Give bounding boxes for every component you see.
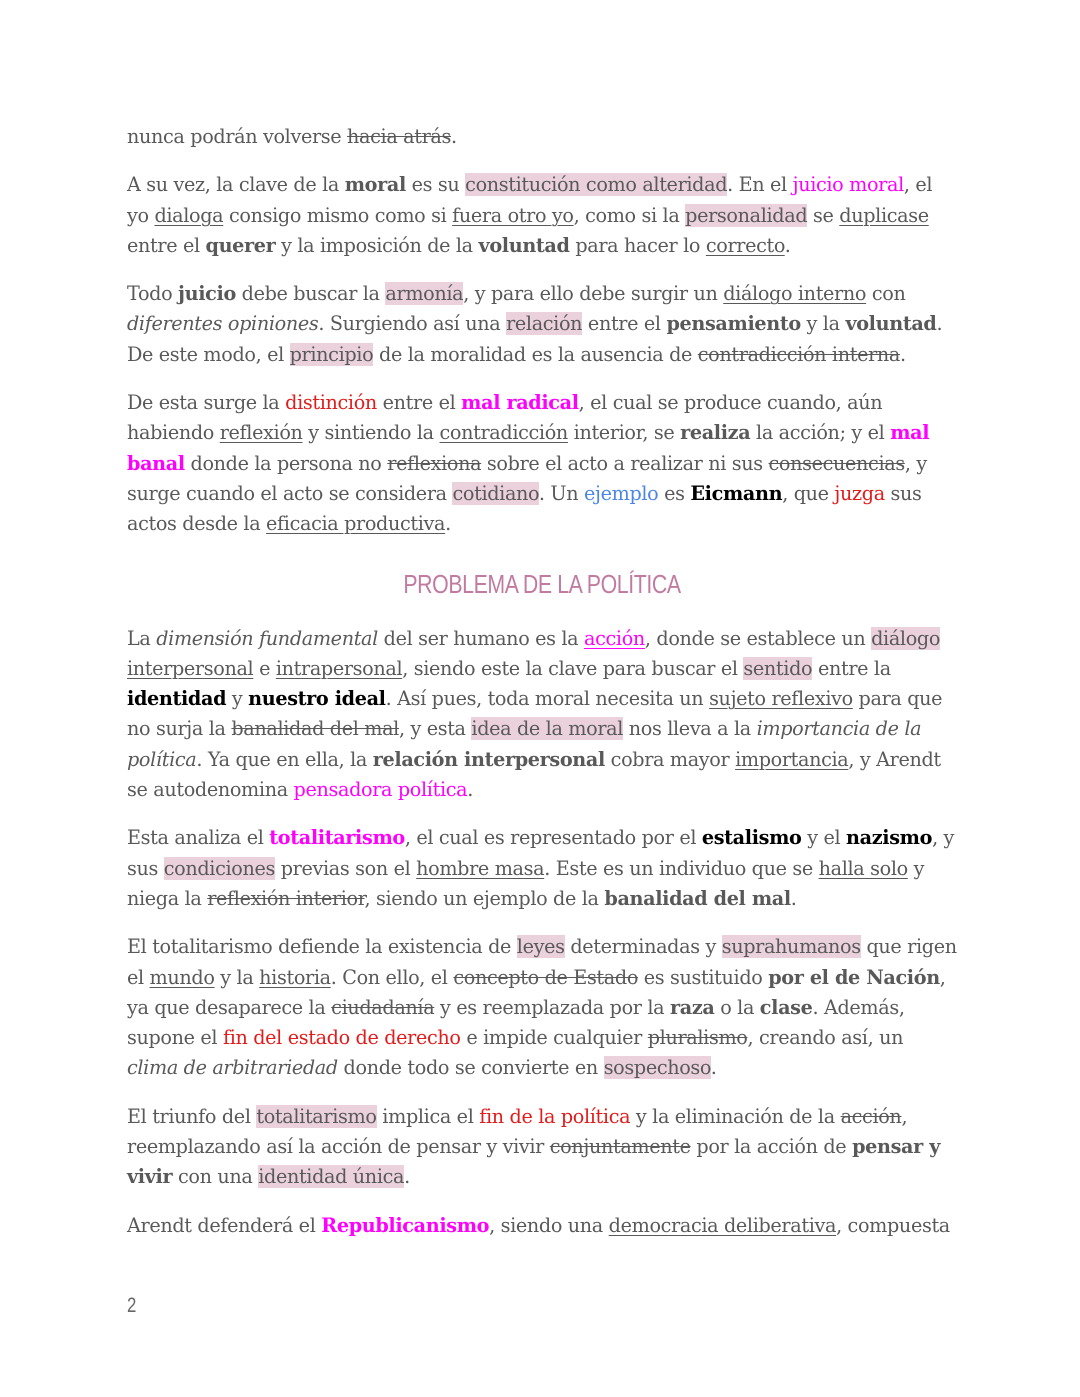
section-heading: PROBLEMA DE LA POLÍTICA bbox=[403, 568, 681, 599]
text-run: El triunfo del bbox=[127, 1104, 257, 1128]
highlight-text: sospechoso bbox=[603, 1056, 711, 1080]
text-run: con bbox=[866, 282, 906, 306]
text-run: y la bbox=[214, 965, 260, 989]
underline-text: historia bbox=[259, 965, 331, 989]
page-number: 2 bbox=[127, 1294, 137, 1317]
magenta-bold-text: totalitarismo bbox=[269, 826, 405, 850]
highlight-text: suprahumanos bbox=[721, 935, 861, 959]
strike-text: banalidad del mal bbox=[231, 717, 399, 741]
strike-text: conjuntamente bbox=[549, 1135, 691, 1159]
highlight-text: identidad única bbox=[258, 1165, 405, 1189]
text-run: nos lleva a la bbox=[623, 717, 757, 741]
text-run: con una bbox=[172, 1165, 259, 1189]
bold-text: voluntad bbox=[478, 233, 570, 257]
strike-text: reflexión interior bbox=[207, 886, 365, 910]
red-text: juzga bbox=[834, 481, 885, 505]
text-run: sobre el acto a realizar ni sus bbox=[481, 451, 769, 475]
underline-text: intrapersonal bbox=[275, 656, 403, 680]
text-run: . bbox=[467, 778, 473, 802]
text-run: , y para ello debe surgir un bbox=[463, 282, 724, 306]
text-run: , siendo este la clave para buscar el bbox=[402, 656, 744, 680]
text-run: , y esta bbox=[398, 717, 472, 741]
text-run: nunca podrán volverse bbox=[127, 125, 348, 148]
italic-text: importancia de la política bbox=[127, 717, 922, 771]
text-run: determinadas y bbox=[564, 935, 722, 959]
text-run: entre el bbox=[376, 391, 462, 415]
text-run: . En el bbox=[727, 173, 793, 197]
text-run: cobra mayor bbox=[604, 747, 736, 771]
red-text: distinción bbox=[285, 391, 377, 415]
italic-text: dimensión fundamental bbox=[156, 626, 378, 650]
text-run: , y Arendt se autodenomina bbox=[127, 747, 941, 802]
magenta-bold-text: mal banal bbox=[127, 421, 930, 475]
strike-text: acción bbox=[840, 1104, 902, 1128]
text-run: del ser humano es la bbox=[377, 626, 585, 650]
strike-text: reflexiona bbox=[387, 451, 482, 475]
text-run: consigo mismo como si bbox=[223, 203, 453, 227]
highlight-text: idea de la moral bbox=[471, 717, 624, 741]
strike-text: pluralismo bbox=[647, 1026, 748, 1050]
strike-text: hacia atrás bbox=[347, 125, 452, 148]
text-run: , compuesta bbox=[836, 1213, 950, 1237]
text-run: . bbox=[404, 1165, 410, 1189]
text-run: , siendo un ejemplo de la bbox=[364, 886, 605, 910]
text-run: . bbox=[900, 342, 906, 366]
underline-text: democracia deliberativa bbox=[608, 1213, 837, 1237]
text-run: . De este modo, el bbox=[127, 312, 943, 366]
underline-text: fuera otro yo bbox=[452, 203, 574, 227]
paragraph bbox=[127, 279, 957, 370]
magenta-text: pensadora política bbox=[293, 778, 468, 802]
text-run: es su bbox=[405, 173, 466, 197]
text-run: y niega la bbox=[127, 856, 925, 910]
black-bold-text: estalismo bbox=[701, 826, 802, 850]
bold-text: voluntad bbox=[845, 312, 937, 336]
black-bold-text: nuestro ideal bbox=[248, 687, 386, 711]
bold-text: realiza bbox=[680, 421, 751, 445]
text-run: e impide cualquier bbox=[460, 1026, 648, 1050]
underline-text: duplicase bbox=[839, 203, 929, 227]
underline-text: eficacia productiva bbox=[266, 512, 446, 536]
bold-text: banalidad del mal bbox=[604, 886, 791, 910]
strike-text: consecuencias bbox=[768, 451, 905, 475]
text-run: es bbox=[658, 481, 691, 505]
text-run: , creando así, un bbox=[747, 1026, 904, 1050]
text-run: . Un bbox=[538, 481, 584, 505]
text-run: entre la bbox=[812, 656, 891, 680]
section-moral bbox=[127, 122, 957, 540]
text-run: y la imposición de la bbox=[275, 233, 479, 257]
highlight-text: principio bbox=[289, 342, 374, 366]
text-run: . Este es un individuo que se bbox=[544, 856, 819, 880]
paragraph bbox=[127, 932, 957, 1083]
paragraph bbox=[127, 624, 957, 806]
text-run: . bbox=[784, 233, 791, 257]
italic-text: clima de arbitrariedad bbox=[127, 1056, 338, 1080]
underline-text: reflexión bbox=[219, 421, 303, 445]
text-run: y la bbox=[800, 312, 846, 336]
section-politica bbox=[127, 624, 957, 1241]
paragraph bbox=[127, 1211, 957, 1241]
text-run: , y surge cuando el acto se considera bbox=[127, 451, 927, 505]
paragraph bbox=[127, 122, 957, 152]
highlight-text: totalitarismo bbox=[256, 1104, 377, 1128]
text-run: . Además, supone el bbox=[127, 995, 905, 1050]
text-run: La bbox=[127, 626, 157, 650]
underline-text: sujeto reflexivo bbox=[709, 687, 853, 711]
text-run: e bbox=[253, 656, 276, 680]
text-run: , reemplazando así la acción de pensar y vivir bbox=[127, 1104, 908, 1159]
paragraph bbox=[127, 823, 957, 914]
highlight-text: sentido bbox=[743, 656, 813, 680]
black-bold-text: Eicmann bbox=[690, 481, 783, 505]
text-run: sus actos desde la bbox=[127, 481, 922, 536]
bold-text: por el de Nación bbox=[768, 965, 940, 989]
text-run: es sustituido bbox=[638, 965, 769, 989]
text-run: se bbox=[807, 203, 840, 227]
highlight-text: leyes bbox=[516, 935, 565, 959]
text-run: . Con ello, el bbox=[330, 965, 454, 989]
text-run: donde todo se convierte en bbox=[337, 1056, 604, 1080]
text-run: . Así pues, toda moral necesita un bbox=[385, 687, 710, 711]
magenta-text: juicio moral bbox=[792, 173, 904, 197]
bold-text: pensamiento bbox=[666, 312, 801, 336]
text-run: y es reemplazada por la bbox=[434, 995, 670, 1019]
strike-text: concepto de Estado bbox=[453, 965, 639, 989]
text-run: para hacer lo bbox=[569, 233, 706, 257]
text-run: y la eliminación de la bbox=[630, 1104, 841, 1128]
italic-text: diferentes opiniones bbox=[127, 312, 319, 336]
text-run: . bbox=[445, 512, 451, 536]
text-run: . bbox=[790, 886, 797, 910]
underline-text: mundo bbox=[149, 965, 215, 989]
underline-text: dialoga bbox=[154, 203, 224, 227]
text-run: la acción; y el bbox=[750, 421, 891, 445]
highlight-text: diálogo bbox=[871, 626, 941, 650]
bold-text: clase bbox=[759, 995, 813, 1019]
paragraph bbox=[127, 1102, 957, 1193]
strike-text: ciudadanía bbox=[331, 995, 435, 1019]
highlight-text: condiciones bbox=[163, 856, 275, 880]
text-run: , el cual se produce cuando, aún habiendo bbox=[127, 391, 883, 445]
text-run: A su vez, la clave de la bbox=[127, 173, 345, 197]
magenta-bold-text: mal radical bbox=[461, 391, 579, 415]
document-page bbox=[127, 122, 957, 1259]
underline-text: halla solo bbox=[818, 856, 908, 880]
strike-text: contradicción interna bbox=[697, 342, 900, 366]
text-run: . Ya que en ella, la bbox=[196, 747, 373, 771]
magenta-bold-text: Republicanismo bbox=[321, 1213, 490, 1237]
text-run: por la acción de bbox=[690, 1135, 853, 1159]
bold-text: juicio bbox=[178, 282, 236, 306]
magenta-underline-text: acción bbox=[584, 626, 645, 650]
paragraph bbox=[127, 388, 957, 539]
text-run: , el cual es representado por el bbox=[404, 826, 702, 850]
underline-text: interpersonal bbox=[127, 656, 254, 680]
text-run: , donde se establece un bbox=[644, 626, 872, 650]
text-run: debe buscar la bbox=[235, 282, 386, 306]
text-run: , y sus bbox=[127, 826, 955, 880]
highlight-text: relación bbox=[506, 312, 583, 336]
text-run: que rigen el bbox=[127, 935, 957, 989]
text-run: Esta analiza el bbox=[127, 826, 270, 850]
text-run: El totalitarismo defiende la existencia de bbox=[127, 935, 517, 959]
black-bold-text: nazismo bbox=[846, 826, 933, 850]
text-run: y el bbox=[801, 826, 847, 850]
text-run: interior, se bbox=[567, 421, 681, 445]
text-run: , siendo una bbox=[489, 1213, 609, 1237]
bold-text: querer bbox=[205, 233, 276, 257]
underline-text: importancia bbox=[735, 747, 849, 771]
text-run: y sintiendo la bbox=[302, 421, 440, 445]
text-run: entre el bbox=[127, 233, 206, 257]
highlight-text: personalidad bbox=[685, 203, 808, 227]
underline-text: correcto bbox=[705, 233, 785, 257]
text-run: de la moralidad es la ausencia de bbox=[373, 342, 698, 366]
text-run: . Surgiendo así una bbox=[318, 312, 507, 336]
bold-text: moral bbox=[344, 173, 406, 197]
red-text: fin del estado de derecho bbox=[222, 1026, 461, 1050]
highlight-text: cotidiano bbox=[452, 481, 539, 505]
text-run: previas son el bbox=[275, 856, 417, 880]
highlight-text: constitución como alteridad bbox=[465, 173, 728, 197]
blue-text: ejemplo bbox=[584, 481, 659, 505]
bold-text: raza bbox=[669, 995, 715, 1019]
text-run: y bbox=[226, 687, 249, 711]
paragraph bbox=[127, 170, 957, 261]
text-run: donde la persona no bbox=[184, 451, 388, 475]
text-run: . bbox=[710, 1056, 717, 1080]
text-run: , como si la bbox=[573, 203, 686, 227]
text-run: entre el bbox=[582, 312, 667, 336]
bold-text: relación interpersonal bbox=[372, 747, 605, 771]
underline-text: diálogo interno bbox=[723, 282, 867, 306]
text-run: o la bbox=[714, 995, 760, 1019]
underline-text: hombre masa bbox=[416, 856, 545, 880]
text-run: Todo bbox=[127, 282, 179, 306]
text-run: . bbox=[451, 125, 457, 148]
text-run: , que bbox=[782, 481, 835, 505]
black-bold-text: identidad bbox=[127, 687, 227, 711]
highlight-text: armonía bbox=[385, 282, 464, 306]
text-run: , ya que desaparece la bbox=[127, 965, 946, 1019]
text-run: De esta surge la bbox=[127, 391, 286, 415]
red-text: fin de la política bbox=[479, 1104, 631, 1128]
text-run: Arendt defenderá el bbox=[127, 1213, 322, 1237]
bold-text: pensar y vivir bbox=[127, 1135, 941, 1189]
text-run: , el yo bbox=[127, 173, 933, 227]
text-run: para que no surja la bbox=[127, 687, 943, 741]
underline-text: contradicción bbox=[439, 421, 568, 445]
text-run: implica el bbox=[376, 1104, 480, 1128]
